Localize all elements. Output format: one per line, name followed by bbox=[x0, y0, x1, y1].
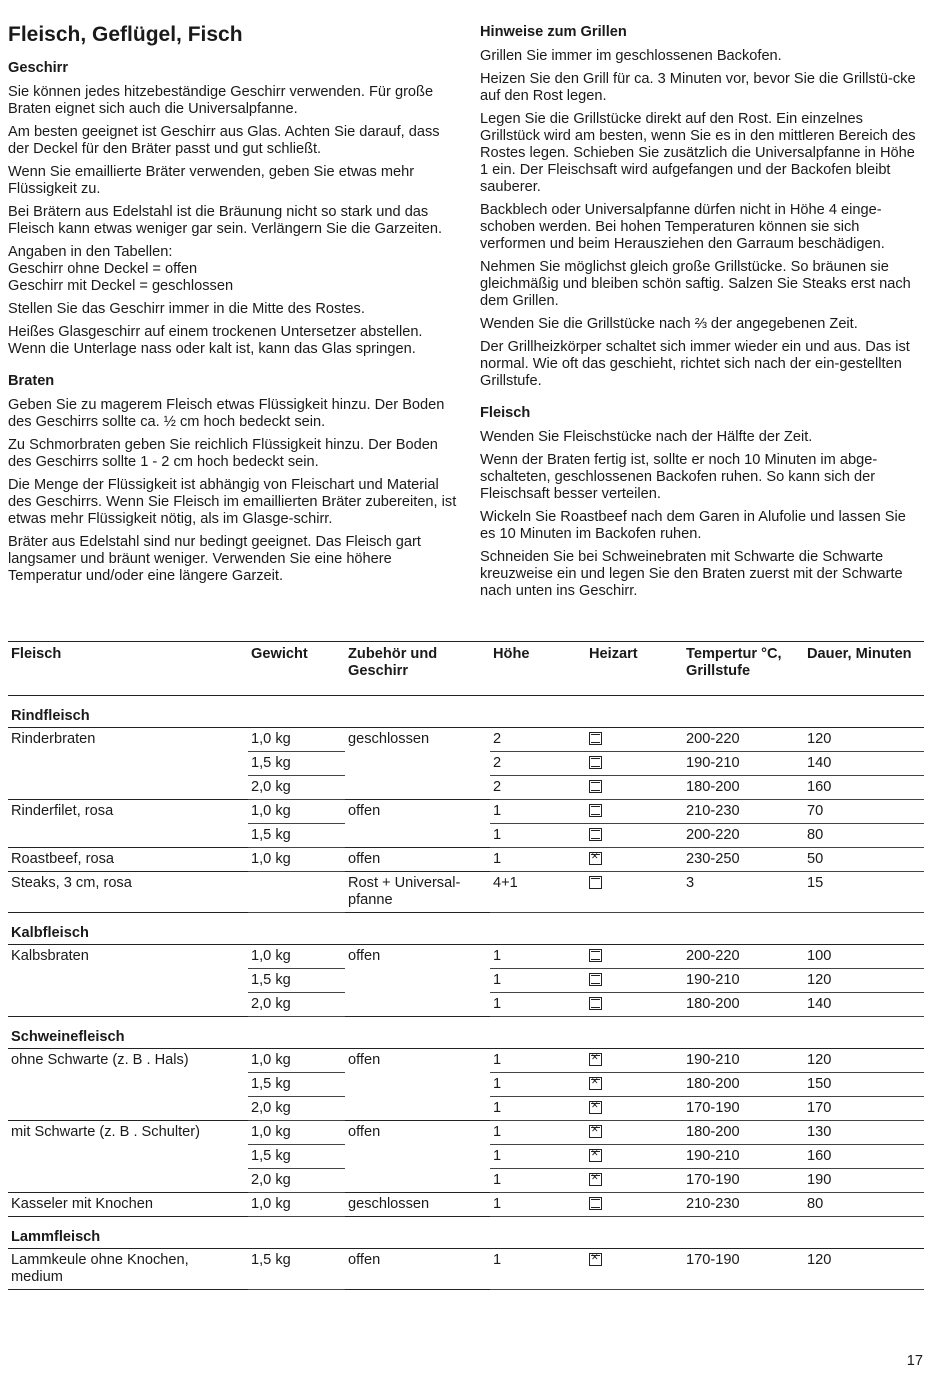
heating-mode-cell bbox=[586, 1097, 683, 1121]
heating-mode-cell bbox=[586, 1193, 683, 1217]
accessory-cell bbox=[345, 1073, 490, 1097]
duration-cell: 120 bbox=[804, 728, 924, 752]
weight-cell: 2,0 kg bbox=[248, 776, 345, 800]
level-cell: 2 bbox=[490, 752, 586, 776]
oberunter-icon bbox=[589, 949, 602, 962]
accessory-cell bbox=[345, 993, 490, 1017]
paragraph: Stellen Sie das Geschirr immer in die Mitte des Rostes. bbox=[8, 301, 365, 317]
table-row bbox=[8, 800, 924, 824]
paragraph: Wenn Sie emaillierte Bräter verwenden, geben Sie etwas mehr Flüssigkeit zu. bbox=[8, 164, 415, 197]
grillen-heading: Hinweise zum Grillen bbox=[480, 24, 627, 40]
paragraph: Geben Sie zu magerem Fleisch etwas Flüssigkeit hinzu. Der Boden des Geschirrs sollte ca. ½ cm hoch bedeckt sein. bbox=[8, 397, 445, 430]
duration-cell: 70 bbox=[804, 800, 924, 824]
name-cell bbox=[8, 1073, 248, 1097]
accessory-cell: geschlossen bbox=[348, 731, 430, 747]
paragraph: Backblech oder Universalpfanne dürfen nicht in Höhe 4 einge-schoben werden. Bei hohen Temperaturen können sie sich verformen und beim Herausziehen den Garraum beschädigen. bbox=[480, 202, 885, 252]
fleisch-heading: Fleisch bbox=[480, 405, 531, 421]
temperature-cell: 170-190 bbox=[683, 1249, 804, 1290]
group-title: Kalbfleisch bbox=[8, 913, 924, 945]
heating-mode-cell bbox=[586, 969, 683, 993]
duration-cell: 120 bbox=[804, 1249, 924, 1290]
weight-cell: 2,0 kg bbox=[248, 993, 345, 1017]
heating-mode-cell bbox=[586, 824, 683, 848]
heating-mode-cell bbox=[586, 848, 683, 872]
name-cell bbox=[8, 993, 248, 1017]
temperature-cell: 180-200 bbox=[683, 1073, 804, 1097]
name-cell bbox=[8, 824, 248, 848]
table-row bbox=[8, 752, 924, 776]
level-cell: 1 bbox=[490, 969, 586, 993]
umluft-icon bbox=[589, 852, 602, 865]
column-header: Fleisch bbox=[11, 646, 62, 662]
table-body bbox=[8, 696, 924, 1290]
paragraph: Wickeln Sie Roastbeef nach dem Garen in Alufolie und lassen Sie es 10 Minuten im Backofen ruhen. bbox=[480, 509, 906, 542]
umluft-icon bbox=[589, 1253, 602, 1266]
umluft-icon bbox=[589, 1149, 602, 1162]
accessory-cell: offen bbox=[348, 803, 381, 819]
column-header: Heizart bbox=[589, 646, 638, 662]
temperature-cell: 180-200 bbox=[683, 1121, 804, 1145]
heating-mode-cell bbox=[586, 800, 683, 824]
level-cell: 2 bbox=[490, 776, 586, 800]
table-row bbox=[8, 969, 924, 993]
weight-cell: 1,5 kg bbox=[248, 969, 345, 993]
level-cell: 1 bbox=[490, 993, 586, 1017]
level-cell: 1 bbox=[490, 824, 586, 848]
table-row bbox=[8, 776, 924, 800]
name-cell bbox=[8, 969, 248, 993]
group-title: Rindfleisch bbox=[8, 696, 924, 728]
duration-cell: 140 bbox=[804, 993, 924, 1017]
heating-mode-cell bbox=[586, 872, 683, 913]
level-cell: 1 bbox=[490, 1145, 586, 1169]
accessory-cell: offen bbox=[348, 1124, 381, 1140]
temperature-cell: 190-210 bbox=[683, 1145, 804, 1169]
table-row bbox=[8, 1145, 924, 1169]
duration-cell: 130 bbox=[804, 1121, 924, 1145]
duration-cell: 120 bbox=[804, 1049, 924, 1073]
column-header: Dauer, Minuten bbox=[807, 646, 912, 662]
accessory-cell bbox=[345, 1145, 490, 1169]
duration-cell: 120 bbox=[804, 969, 924, 993]
duration-cell: 150 bbox=[804, 1073, 924, 1097]
level-cell: 2 bbox=[490, 728, 586, 752]
group-row bbox=[8, 696, 924, 728]
accessory-cell: Rost + Universal- pfanne bbox=[345, 872, 490, 913]
oberunter-icon bbox=[589, 973, 602, 986]
name-cell: Rinderfilet, rosa bbox=[11, 803, 114, 819]
geschirr-heading: Geschirr bbox=[8, 60, 69, 76]
temperature-cell: 190-210 bbox=[683, 969, 804, 993]
accessory-cell bbox=[345, 752, 490, 776]
accessory-cell: offen bbox=[345, 848, 490, 872]
duration-cell: 140 bbox=[804, 752, 924, 776]
weight-cell: 1,0 kg bbox=[248, 945, 345, 969]
temperature-cell: 200-220 bbox=[683, 824, 804, 848]
duration-cell: 160 bbox=[804, 776, 924, 800]
paragraph: Grillen Sie immer im geschlossenen Backofen. bbox=[480, 48, 782, 64]
paragraph: Bräter aus Edelstahl sind nur bedingt geeignet. Das Fleisch gart langsamer und bräunt weniger. Verwenden Sie eine höhere Temperatur und/oder eine längere Garzeit. bbox=[8, 534, 421, 584]
temperature-cell: 190-210 bbox=[683, 1049, 804, 1073]
grill-icon bbox=[589, 876, 602, 889]
accessory-cell: offen bbox=[348, 1052, 381, 1068]
temperature-cell: 210-230 bbox=[683, 800, 804, 824]
name-cell bbox=[8, 776, 248, 800]
accessory-cell bbox=[345, 776, 490, 800]
column-header: Gewicht bbox=[251, 646, 308, 662]
name-cell bbox=[8, 752, 248, 776]
paragraph: Sie können jedes hitzebeständige Geschirr verwenden. Für große Braten eignet sich auch die Universalpfanne. bbox=[8, 84, 434, 117]
heating-mode-cell bbox=[586, 993, 683, 1017]
table-row bbox=[8, 1169, 924, 1193]
oberunter-icon bbox=[589, 828, 602, 841]
temperature-cell: 180-200 bbox=[683, 993, 804, 1017]
level-cell: 1 bbox=[490, 945, 586, 969]
group-row bbox=[8, 1217, 924, 1249]
paragraph: Legen Sie die Grillstücke direkt auf den Rost. Ein einzelnes Grillstück wird am besten, wenn Sie es in den mittleren Bereich des Rostes legen. Schieben Sie zusätzlich die Universalpfanne in Höhe 1 ein. Der Fleischsaft wird aufgefangen und der Backofen bleibt sauberer. bbox=[480, 111, 916, 195]
level-cell: 1 bbox=[490, 800, 586, 824]
table-row bbox=[8, 993, 924, 1017]
name-cell: Kasseler mit Knochen bbox=[8, 1193, 248, 1217]
paragraph: Heizen Sie den Grill für ca. 3 Minuten vor, bevor Sie die Grillstü-cke auf den Rost legen. bbox=[480, 71, 916, 104]
column-header: Höhe bbox=[493, 646, 530, 662]
umluft-icon bbox=[589, 1125, 602, 1138]
weight-cell: 1,5 kg bbox=[248, 1073, 345, 1097]
braten-paragraphs bbox=[8, 397, 458, 585]
name-cell bbox=[8, 1169, 248, 1193]
heating-mode-cell bbox=[586, 1169, 683, 1193]
temperature-cell: 210-230 bbox=[683, 1193, 804, 1217]
temperature-cell: 200-220 bbox=[683, 945, 804, 969]
weight-cell: 1,0 kg bbox=[248, 1193, 345, 1217]
temperature-cell: 170-190 bbox=[683, 1169, 804, 1193]
braten-heading: Braten bbox=[8, 373, 55, 389]
geschirr-paragraphs bbox=[8, 84, 458, 358]
right-column bbox=[480, 24, 925, 606]
table-row bbox=[8, 728, 924, 752]
cooking-table bbox=[8, 641, 924, 1290]
group-row bbox=[8, 913, 924, 945]
duration-cell: 80 bbox=[804, 824, 924, 848]
table-row bbox=[8, 1097, 924, 1121]
name-cell: Rinderbraten bbox=[11, 731, 96, 747]
accessory-cell bbox=[345, 824, 490, 848]
paragraph: Angaben in den Tabellen: Geschirr ohne Deckel = offen Geschirr mit Deckel = geschlossen bbox=[8, 244, 234, 294]
paragraph: Wenden Sie die Grillstücke nach ⅔ der angegebenen Zeit. bbox=[480, 316, 858, 332]
table-row bbox=[8, 1193, 924, 1217]
oberunter-icon bbox=[589, 732, 602, 745]
table-row bbox=[8, 1121, 924, 1145]
accessory-cell: offen bbox=[345, 1249, 490, 1290]
duration-cell: 170 bbox=[804, 1097, 924, 1121]
umluft-icon bbox=[589, 1077, 602, 1090]
duration-cell: 190 bbox=[804, 1169, 924, 1193]
duration-cell: 15 bbox=[804, 872, 924, 913]
accessory-cell bbox=[345, 1097, 490, 1121]
heating-mode-cell bbox=[586, 776, 683, 800]
temperature-cell: 180-200 bbox=[683, 776, 804, 800]
oberunter-icon bbox=[589, 756, 602, 769]
oberunter-icon bbox=[589, 804, 602, 817]
table-row bbox=[8, 872, 924, 913]
duration-cell: 50 bbox=[804, 848, 924, 872]
table-row bbox=[8, 848, 924, 872]
heating-mode-cell bbox=[586, 1121, 683, 1145]
table-row bbox=[8, 1073, 924, 1097]
column-header: Zubehör und Geschirr bbox=[348, 646, 438, 679]
table-row bbox=[8, 1049, 924, 1073]
weight-cell: 1,5 kg bbox=[248, 752, 345, 776]
name-cell: Roastbeef, rosa bbox=[8, 848, 248, 872]
paragraph: Am besten geeignet ist Geschirr aus Glas. Achten Sie darauf, dass der Deckel für den Bräter passt und gut schließt. bbox=[8, 124, 440, 157]
paragraph: Schneiden Sie bei Schweinebraten mit Schwarte die Schwarte kreuzweise ein und legen Sie den Braten zuerst mit der Schwarte nach unten ins Geschirr. bbox=[480, 549, 903, 599]
heating-mode-cell bbox=[586, 945, 683, 969]
left-column bbox=[8, 22, 458, 591]
level-cell: 1 bbox=[490, 1073, 586, 1097]
weight-cell: 1,0 kg bbox=[248, 1121, 345, 1145]
weight-cell: 1,5 kg bbox=[248, 824, 345, 848]
weight-cell: 1,5 kg bbox=[248, 1145, 345, 1169]
umluft-icon bbox=[589, 1173, 602, 1186]
group-title: Lammfleisch bbox=[8, 1217, 924, 1249]
weight-cell: 1,0 kg bbox=[248, 1049, 345, 1073]
level-cell: 1 bbox=[490, 1249, 586, 1290]
table-row bbox=[8, 824, 924, 848]
paragraph: Wenn der Braten fertig ist, sollte er noch 10 Minuten im abge-schalteten, geschlossenen Backofen ruhen. So kann sich der Fleischsaft besser verteilen. bbox=[480, 452, 878, 502]
level-cell: 1 bbox=[490, 1097, 586, 1121]
level-cell: 1 bbox=[490, 1169, 586, 1193]
duration-cell: 160 bbox=[804, 1145, 924, 1169]
temperature-cell: 3 bbox=[683, 872, 804, 913]
heating-mode-cell bbox=[586, 752, 683, 776]
name-cell: Steaks, 3 cm, rosa bbox=[8, 872, 248, 913]
umluft-icon bbox=[589, 1101, 602, 1114]
paragraph: Zu Schmorbraten geben Sie reichlich Flüssigkeit hinzu. Der Boden des Geschirrs sollte 1 - 2 cm hoch bedeckt sein. bbox=[8, 437, 438, 470]
level-cell: 1 bbox=[490, 1049, 586, 1073]
duration-cell: 100 bbox=[804, 945, 924, 969]
table-row bbox=[8, 945, 924, 969]
group-row bbox=[8, 1017, 924, 1049]
weight-cell: 1,5 kg bbox=[248, 1249, 345, 1290]
heating-mode-cell bbox=[586, 728, 683, 752]
accessory-cell: geschlossen bbox=[345, 1193, 490, 1217]
heating-mode-cell bbox=[586, 1073, 683, 1097]
level-cell: 1 bbox=[490, 1121, 586, 1145]
paragraph: Wenden Sie Fleischstücke nach der Hälfte der Zeit. bbox=[480, 429, 813, 445]
accessory-cell bbox=[345, 969, 490, 993]
paragraph: Bei Brätern aus Edelstahl ist die Bräunung nicht so stark und das Fleisch kann etwas weniger gar sein. Verlängern Sie die Garzeiten. bbox=[8, 204, 442, 237]
temperature-cell: 170-190 bbox=[683, 1097, 804, 1121]
paragraph: Heißes Glasgeschirr auf einem trockenen Untersetzer abstellen. Wenn die Unterlage nass oder kalt ist, kann das Glas springen. bbox=[8, 324, 423, 357]
heating-mode-cell bbox=[586, 1145, 683, 1169]
paragraph: Nehmen Sie möglichst gleich große Grillstücke. So bräunen sie gleichmäßig und bleiben schön saftig. Salzen Sie Steaks erst nach dem Grillen. bbox=[480, 259, 911, 309]
level-cell: 1 bbox=[490, 848, 586, 872]
paragraph: Der Grillheizkörper schaltet sich immer wieder ein und aus. Das ist normal. Wie oft das geschieht, richtet sich nach der ein-gestellten Grillstufe. bbox=[480, 339, 910, 389]
weight-cell: 1,0 kg bbox=[248, 728, 345, 752]
table-header-row bbox=[8, 642, 924, 696]
column-header: Tempertur °C, Grillstufe bbox=[686, 646, 782, 679]
level-cell: 4+1 bbox=[490, 872, 586, 913]
page-number: 17 bbox=[906, 1353, 923, 1369]
level-cell: 1 bbox=[490, 1193, 586, 1217]
duration-cell: 80 bbox=[804, 1193, 924, 1217]
weight-cell: 1,0 kg bbox=[248, 848, 345, 872]
heating-mode-cell bbox=[586, 1249, 683, 1290]
name-cell: ohne Schwarte (z. B . Hals) bbox=[11, 1052, 189, 1068]
weight-cell: 2,0 kg bbox=[248, 1097, 345, 1121]
name-cell: Kalbsbraten bbox=[11, 948, 89, 964]
weight-cell: 2,0 kg bbox=[248, 1169, 345, 1193]
temperature-cell: 190-210 bbox=[683, 752, 804, 776]
temperature-cell: 200-220 bbox=[683, 728, 804, 752]
temperature-cell: 230-250 bbox=[683, 848, 804, 872]
weight-cell bbox=[248, 872, 345, 913]
fleisch-paragraphs bbox=[480, 429, 925, 600]
accessory-cell bbox=[345, 1169, 490, 1193]
group-title: Schweinefleisch bbox=[8, 1017, 924, 1049]
weight-cell: 1,0 kg bbox=[248, 800, 345, 824]
accessory-cell: offen bbox=[348, 948, 381, 964]
paragraph: Die Menge der Flüssigkeit ist abhängig von Fleischart und Material des Geschirrs. Wenn Sie Fleisch im emaillierten Bräter zubereiten, ist etwas mehr Flüssigkeit nötig, als im Glasge-schirr. bbox=[8, 477, 457, 527]
oberunter-icon bbox=[589, 997, 602, 1010]
oberunter-icon bbox=[589, 780, 602, 793]
page-title: Fleisch, Geflügel, Fisch bbox=[8, 23, 243, 46]
table-row bbox=[8, 1249, 924, 1290]
name-cell: mit Schwarte (z. B . Schulter) bbox=[11, 1124, 200, 1140]
oberunter-icon bbox=[589, 1197, 602, 1210]
umluft-icon bbox=[589, 1053, 602, 1066]
name-cell bbox=[8, 1097, 248, 1121]
name-cell: Lammkeule ohne Knochen, medium bbox=[8, 1249, 248, 1290]
name-cell bbox=[8, 1145, 248, 1169]
heating-mode-cell bbox=[586, 1049, 683, 1073]
grillen-paragraphs bbox=[480, 48, 925, 390]
